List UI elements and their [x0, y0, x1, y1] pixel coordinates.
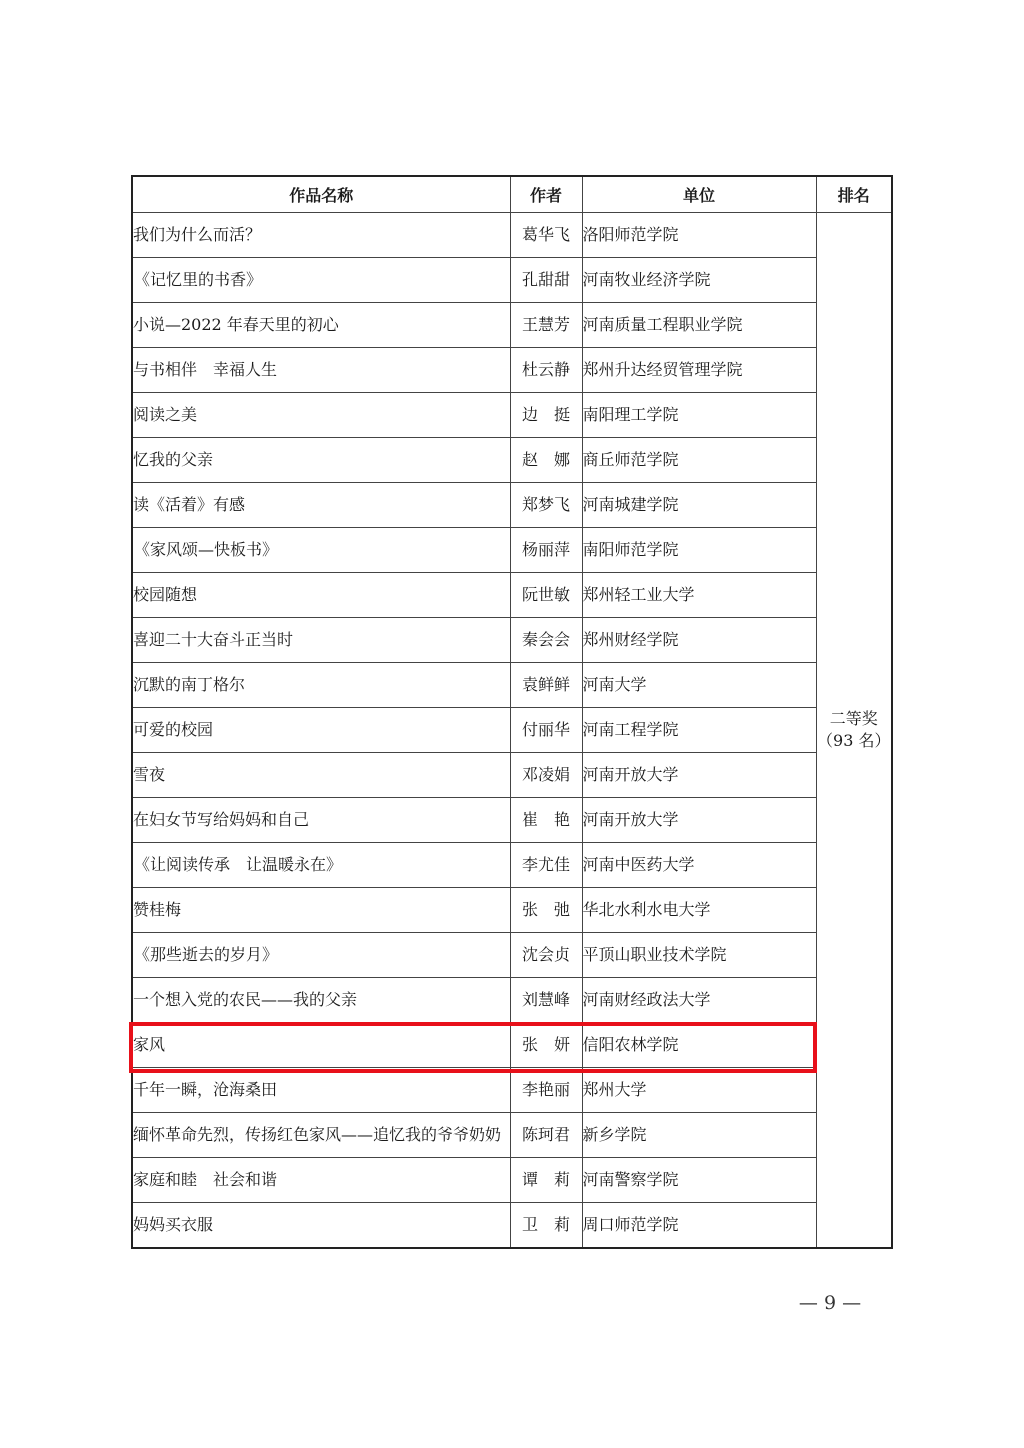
cell-author: 崔 艳: [510, 798, 582, 843]
cell-author: 袁鲜鲜: [510, 663, 582, 708]
cell-title: 《记忆里的书香》: [132, 258, 510, 303]
cell-unit: 郑州轻工业大学: [582, 573, 816, 618]
cell-title: 一个想入党的农民——我的父亲: [132, 978, 510, 1023]
cell-author: 赵 娜: [510, 438, 582, 483]
cell-author: 杜云静: [510, 348, 582, 393]
cell-unit: 河南中医药大学: [582, 843, 816, 888]
table-row: [132, 303, 892, 348]
cell-title: 在妇女节写给妈妈和自己: [132, 798, 510, 843]
cell-unit: 河南大学: [582, 663, 816, 708]
cell-title: 家风: [132, 1023, 510, 1068]
table-row: [132, 393, 892, 438]
cell-author: 张 弛: [510, 888, 582, 933]
table-row: [132, 258, 892, 303]
cell-author: 陈珂君: [510, 1113, 582, 1158]
table-row: [132, 573, 892, 618]
cell-author: 沈会贞: [510, 933, 582, 978]
cell-title: 赞桂梅: [132, 888, 510, 933]
cell-title: 我们为什么而活？: [132, 213, 510, 258]
cell-author: 秦会会: [510, 618, 582, 663]
cell-title: 雪夜: [132, 753, 510, 798]
cell-unit: 河南开放大学: [582, 798, 816, 843]
cell-author: 边 挺: [510, 393, 582, 438]
awards-table: [131, 175, 893, 1249]
cell-author: 谭 莉: [510, 1158, 582, 1203]
cell-unit: 郑州升达经贸管理学院: [582, 348, 816, 393]
table-row: [132, 438, 892, 483]
table-row: [132, 798, 892, 843]
rank-award: 二等奖: [829, 709, 878, 728]
cell-author: 邓凌娟: [510, 753, 582, 798]
cell-author: 张 妍: [510, 1023, 582, 1068]
cell-title: 小说—2022 年春天里的初心: [132, 303, 510, 348]
cell-author: 孔甜甜: [510, 258, 582, 303]
cell-title: 千年一瞬，沧海桑田: [132, 1068, 510, 1113]
cell-unit: 华北水利水电大学: [582, 888, 816, 933]
cell-unit: 商丘师范学院: [582, 438, 816, 483]
cell-author: 付丽华: [510, 708, 582, 753]
cell-title: 喜迎二十大奋斗正当时: [132, 618, 510, 663]
table-row: [132, 1203, 892, 1249]
cell-unit: 河南开放大学: [582, 753, 816, 798]
cell-title: 《那些逝去的岁月》: [132, 933, 510, 978]
cell-author: 阮世敏: [510, 573, 582, 618]
cell-unit: 洛阳师范学院: [582, 213, 816, 258]
table-row: [132, 708, 892, 753]
header-author: 作者: [510, 176, 582, 213]
table-row: [132, 933, 892, 978]
table-header-row: [132, 176, 892, 213]
table-row: [132, 753, 892, 798]
cell-unit: 郑州大学: [582, 1068, 816, 1113]
table-row: [132, 348, 892, 393]
table-row: [132, 213, 892, 258]
cell-unit: 河南牧业经济学院: [582, 258, 816, 303]
cell-unit: 周口师范学院: [582, 1203, 816, 1249]
page-number: — 9 —: [798, 1292, 862, 1314]
header-unit: 单位: [582, 176, 816, 213]
cell-author: 杨丽萍: [510, 528, 582, 573]
cell-unit: 南阳理工学院: [582, 393, 816, 438]
table-row: [132, 888, 892, 933]
cell-rank: [816, 213, 892, 1249]
cell-unit: 信阳农林学院: [582, 1023, 816, 1068]
cell-unit: 河南警察学院: [582, 1158, 816, 1203]
cell-title: 家庭和睦 社会和谐: [132, 1158, 510, 1203]
cell-unit: 南阳师范学院: [582, 528, 816, 573]
cell-unit: 河南城建学院: [582, 483, 816, 528]
cell-title: 读《活着》有感: [132, 483, 510, 528]
header-rank: 排名: [816, 176, 892, 213]
cell-author: 李尤佳: [510, 843, 582, 888]
cell-author: 郑梦飞: [510, 483, 582, 528]
rank-count: （93 名）: [817, 731, 891, 750]
cell-title: 《家风颂—快板书》: [132, 528, 510, 573]
cell-author: 卫 莉: [510, 1203, 582, 1249]
cell-title: 妈妈买衣服: [132, 1203, 510, 1249]
cell-title: 与书相伴 幸福人生: [132, 348, 510, 393]
cell-unit: 平顶山职业技术学院: [582, 933, 816, 978]
table-row-highlighted: [132, 1023, 892, 1068]
cell-unit: 河南工程学院: [582, 708, 816, 753]
table-row: [132, 1113, 892, 1158]
table-row: [132, 618, 892, 663]
table-row: [132, 1158, 892, 1203]
table-row: [132, 978, 892, 1023]
cell-title: 《让阅读传承 让温暖永在》: [132, 843, 510, 888]
table-row: [132, 483, 892, 528]
table-row: [132, 663, 892, 708]
cell-author: 葛华飞: [510, 213, 582, 258]
cell-unit: 新乡学院: [582, 1113, 816, 1158]
table-row: [132, 843, 892, 888]
cell-title: 阅读之美: [132, 393, 510, 438]
cell-title: 校园随想: [132, 573, 510, 618]
cell-title: 沉默的南丁格尔: [132, 663, 510, 708]
cell-unit: 郑州财经学院: [582, 618, 816, 663]
cell-unit: 河南财经政法大学: [582, 978, 816, 1023]
cell-author: 刘慧峰: [510, 978, 582, 1023]
cell-title: 缅怀革命先烈，传扬红色家风——追忆我的爷爷奶奶: [132, 1113, 510, 1158]
table-row: [132, 528, 892, 573]
cell-author: 李艳丽: [510, 1068, 582, 1113]
header-title: 作品名称: [132, 176, 510, 213]
cell-title: 可爱的校园: [132, 708, 510, 753]
cell-unit: 河南质量工程职业学院: [582, 303, 816, 348]
cell-title: 忆我的父亲: [132, 438, 510, 483]
cell-author: 王慧芳: [510, 303, 582, 348]
table-row: [132, 1068, 892, 1113]
